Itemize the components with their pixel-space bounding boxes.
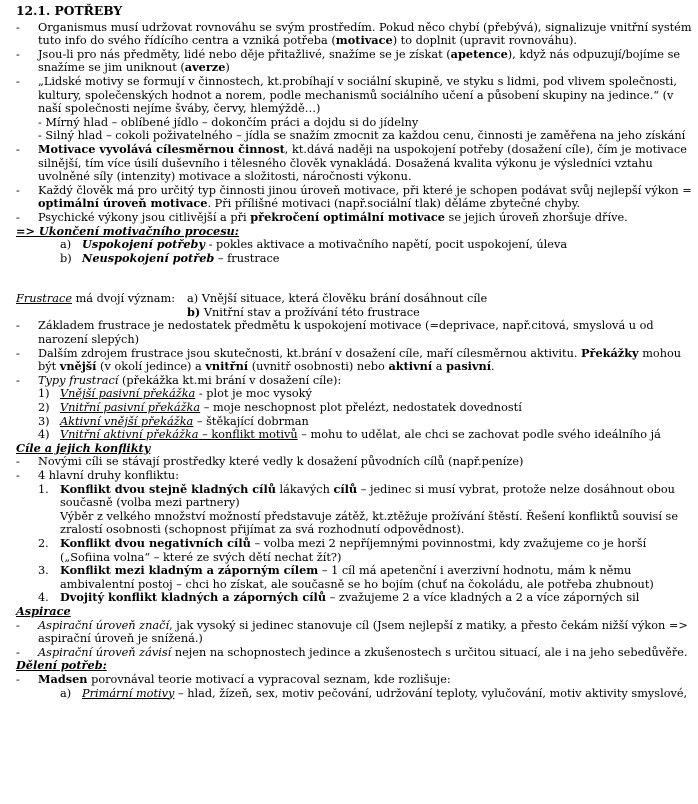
list-item: 3. Konflikt mezi kladným a záporným cílem – 1 cíl má apetenční i averzivní hodnotu, mám k němu ambivalentní postoj – chci ho získat, ale současně se ho bojím (chuť na čokoládu, ale potřeba zhubnout) bbox=[38, 563, 654, 591]
section-title: 12.1. POTŘEBY bbox=[16, 3, 123, 18]
list-item: a) Uspokojení potřeby - pokles aktivace a motivačního napětí, pocit uspokojení, úleva bbox=[60, 237, 568, 252]
list-item: 1. Konflikt dvou stejně kladných cílů lákavých cílů – jedinec si musí vybrat, protože nelze dosáhnout obou současně (volba mezi partnery) Výběr z velkého množství možností představuje zátěž, kt.ztěžuje prožívání štěstí. Řešení konfliktů souvisí se zralostí osobnosti (schopnost přijímat za svá rozhodnutí odpovědnost). bbox=[38, 481, 679, 537]
list-item: - Novými cíli se stávají prostředky které vedly k dosažení původních cílů (např.peníze) bbox=[16, 455, 524, 469]
subsection-heading: Cíle a jejich konflikty bbox=[16, 440, 151, 455]
list-item: - Základem frustrace je nedostatek předmětu k uspokojení motivace (=deprivace, např.citová, smyslová u od narození slepých) bbox=[16, 319, 654, 347]
frustrace-term: Frustrace bbox=[16, 292, 72, 306]
list-item: - Dalším zdrojem frustrace jsou skutečnosti, kt.brání v dosažení cíle, maří cílesměrnou aktivitu. Překážky mohou být vnější (v okolí jedince) a vnitřní (uvnitř osobnosti) nebo aktivní a pasivní. bbox=[16, 345, 682, 374]
list-item: - Aspirační úroveň značí, jak vysoký si jedinec stanovuje cíl (Jsem nejlepší z matiky, a přesto čekám nižší výkon => aspirační úroveň je snížená.) bbox=[16, 618, 688, 646]
list-item: - Aspirační úroveň závisí nejen na schopnostech jedince a zkušenostech s určitou situací, ale i na jeho sebedůvěře. bbox=[16, 645, 688, 659]
bullet-dash: - bbox=[16, 142, 20, 156]
list-item: 2) Vnitřní pasivní překážka – moje neschopnost plot přelézt, nedostatek dovedností bbox=[38, 401, 522, 415]
frustrace-definition: Frustrace má dvojí význam: a) Vnější situace, která člověku brání dosáhnout cíle b) Vnitřní stav a prožívání této frustrace bbox=[16, 292, 488, 319]
bullet-dash: - bbox=[16, 210, 20, 224]
list-item: b) Neuspokojení potřeb – frustrace bbox=[60, 250, 280, 265]
list-item: 2. Konflikt dvou negativních cílů – volba mezi 2 nepříjemnými povinnostmi, kdy zvažujeme co je horší („Sofiina volna“ – které ze svých dětí nechat žít?) bbox=[38, 535, 647, 564]
bullet-dash: - bbox=[16, 74, 20, 88]
bullet-dash: - bbox=[16, 20, 20, 34]
list-item: - Madsen porovnával teorie motivací a vypracoval seznam, kde rozlišuje: bbox=[16, 671, 451, 686]
list-item: 1) Vnější pasivní překážka - plot je moc vysoký bbox=[38, 387, 312, 401]
list-item: 4. Dvojitý konflikt kladných a záporných cílů – zvažujeme 2 a více kladných a 2 a více záporných sil bbox=[38, 590, 640, 605]
list-item: - Psychické výkony jsou citlivější a při překročení optimální motivace se jejich úroveň zhoršuje dříve. bbox=[16, 209, 628, 224]
example-line: - Silný hlad – cokoli poživatelného – jídla se snažím zmocnit za každou cenu, činnosti je zaměřena na jeho získání bbox=[38, 129, 686, 143]
list-item: 4) Vnitřní aktivní překážka – konflikt motivů – mohu to udělat, ale chci se zachovat podle svého ideálního já bbox=[38, 428, 661, 442]
subsection-heading: Dělení potřeb: bbox=[16, 658, 107, 673]
example-line: - Mírný hlad – oblíbené jídlo – dokončím práci a dojdu si do jídelny bbox=[38, 115, 419, 129]
quote-text: „Lidské motivy se formují v činnostech, kt.probíhají v sociální skupině, ve styku s lidmi, pod vlivem společnosti, kultury, společenských hodnot a norem, podle mechanismů sociálního učení a působení skupiny na jedince.“ (v naší společnosti nejíme šváby, červy, hlemýždě…) bbox=[38, 74, 677, 116]
list-item: 3) Aktivní vnější překážka – štěkající dobrman bbox=[38, 414, 309, 428]
list-item: - Každý člověk má pro určitý typ činnosti jinou úroveň motivace, při které je schopen podávat svůj nejlepší výkon = optimální úroveň motivace. Při přílišné motivaci (např.sociální tlak) děláme zbytečné chyby. bbox=[16, 183, 692, 211]
subsection-heading: => Ukončení motivačního procesu: bbox=[16, 223, 239, 238]
list-item: a) Primární motivy – hlad, žízeň, sex, motiv pečování, udržování teploty, vylučování, motiv aktivity smyslové, bbox=[60, 686, 688, 700]
bullet-dash: - bbox=[16, 47, 20, 61]
bullet-dash: - bbox=[16, 183, 20, 197]
list-item: - Jsou-li pro nás předměty, lidé nebo děje přitažlivé, snažíme se je získat (apetence), když nás odpuzují/bojíme se snažíme se jim uniknout (averze) bbox=[16, 46, 681, 75]
list-item: - Organismus musí udržovat rovnováhu se svým prostředím. Pokud něco chybí (přebývá), signalizuje vnitřní systém tuto info do svého řídícího centra a vzniká potřeba (motivace) to doplnit (upravit rovnováhu). bbox=[16, 20, 692, 48]
subsection-heading: Aspirace bbox=[16, 603, 71, 618]
list-item: - Typy frustrací (překážka kt.mi brání v dosažení cíle): bbox=[16, 373, 342, 387]
list-item: - 4 hlavní druhy konfliktu: bbox=[16, 469, 179, 482]
list-item: - Motivace vyvolává cílesměrnou činnost, kt.dává naději na uspokojení potřeby (dosažení cíle), čím je motivace silnější, tím více úsilí duševního i tělesného člověk vynakládá. Dosažená kvalita výkonu je výsledníci vztahu uvolněné síly (intenzity) motivace a složitosti, náročnosti výkonu. bbox=[16, 141, 687, 184]
list-item bbox=[16, 75, 692, 116]
